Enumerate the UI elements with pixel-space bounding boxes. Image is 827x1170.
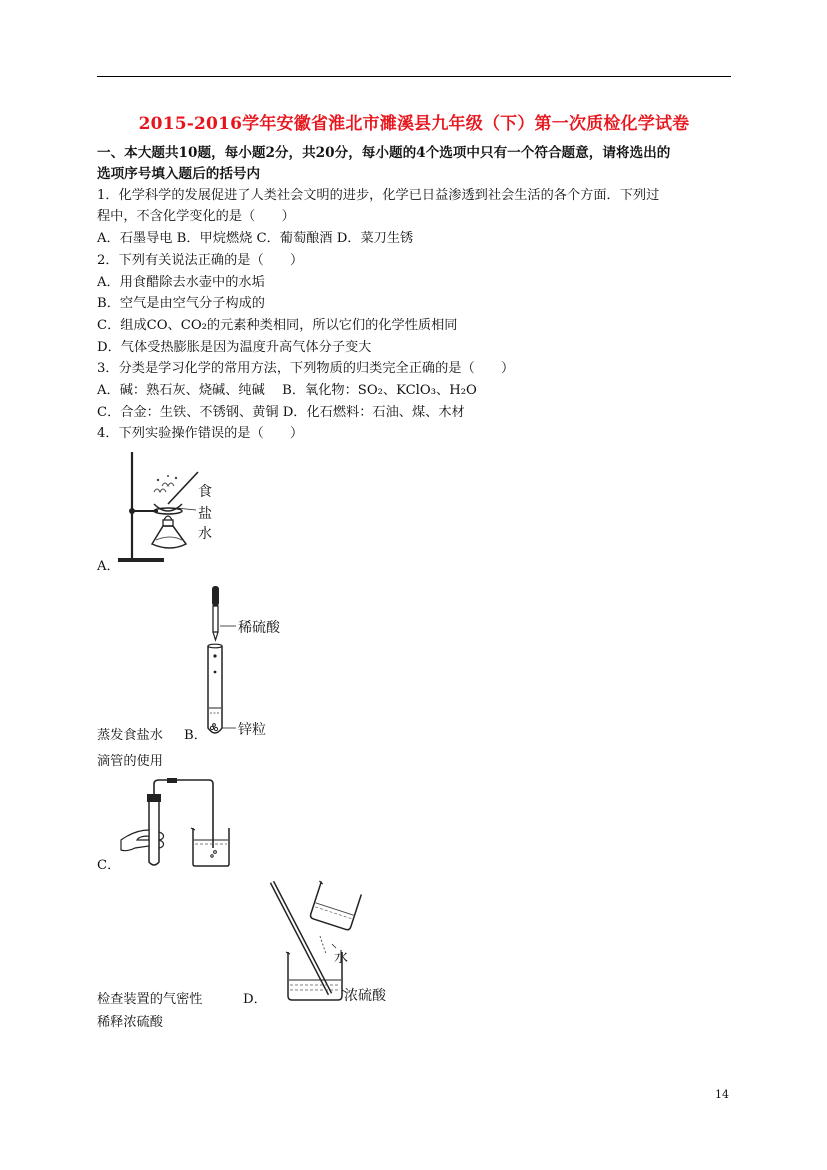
fig-a-text-yan: 盐 — [198, 506, 212, 522]
fig-d-text-acid: 浓硫酸 — [344, 988, 386, 1004]
fig-b-label: B． — [184, 728, 207, 743]
fig-a-label: A． — [97, 559, 120, 574]
page-number: 14 — [715, 1088, 729, 1101]
q1-options: A．石墨导电 B．甲烷燃烧 C．葡萄酿酒 D．菜刀生锈 — [97, 231, 414, 246]
header-rule — [97, 76, 731, 77]
fig-d-label: D． — [243, 992, 267, 1007]
section-heading-line1: 一、本大题共10题，每小题2分，共20分，每小题的4个选项中只有一个符合题意，请将选出的 — [97, 145, 671, 161]
q1-stem-line1: 1．化学科学的发展促进了人类社会文明的进步，化学已日益渗透到社会生活的各个方面．下列过 — [97, 188, 660, 203]
fig-a-caption: 蒸发食盐水 — [97, 728, 163, 743]
q2-option-b: B．空气是由空气分子构成的 — [97, 296, 265, 311]
q2-option-d: D．气体受热膨胀是因为温度升高气体分子变大 — [97, 340, 372, 355]
figure-dropper-apparatus — [200, 582, 310, 742]
fig-d-caption: 稀释浓硫酸 — [97, 1015, 163, 1030]
figure-evaporation-apparatus — [110, 448, 230, 568]
figure-airtightness-apparatus — [115, 778, 230, 870]
q3-stem: 3．分类是学习化学的常用方法，下列物质的归类完全正确的是（ ） — [97, 361, 515, 376]
q2-option-c: C．组成CO、CO₂的元素种类相同，所以它们的化学性质相同 — [97, 318, 458, 333]
q2-stem: 2．下列有关说法正确的是（ ） — [97, 253, 304, 268]
q4-stem: 4．下列实验操作错误的是（ ） — [97, 426, 304, 441]
figure-dilution-apparatus — [262, 878, 402, 1004]
fig-a-text-shi: 食 — [198, 484, 212, 500]
q3-options-cd: C．合金：生铁、不锈钢、黄铜 D．化石燃料：石油、煤、木材 — [97, 405, 465, 420]
fig-b-text-acid: 稀硫酸 — [238, 620, 280, 636]
fig-c-caption: 检查装置的气密性 — [97, 992, 203, 1007]
fig-d-text-water: 水 — [334, 950, 348, 966]
q2-option-a: A．用食醋除去水壶中的水垢 — [97, 275, 265, 290]
q3-options-ab: A．碱：熟石灰、烧碱、纯碱 B．氧化物：SO₂、KClO₃、H₂O — [97, 383, 477, 398]
fig-c-label: C． — [97, 858, 121, 873]
section-heading-line2: 选项序号填入题后的括号内 — [97, 166, 261, 182]
fig-b-text-zinc: 锌粒 — [238, 722, 266, 738]
q1-stem-line2: 程中，不含化学变化的是（ ） — [97, 209, 295, 224]
fig-b-caption: 滴管的使用 — [97, 754, 163, 769]
fig-a-text-shui: 水 — [198, 526, 212, 542]
page-title: 2015-2016学年安徽省淮北市濉溪县九年级（下）第一次质检化学试卷 — [138, 114, 690, 134]
